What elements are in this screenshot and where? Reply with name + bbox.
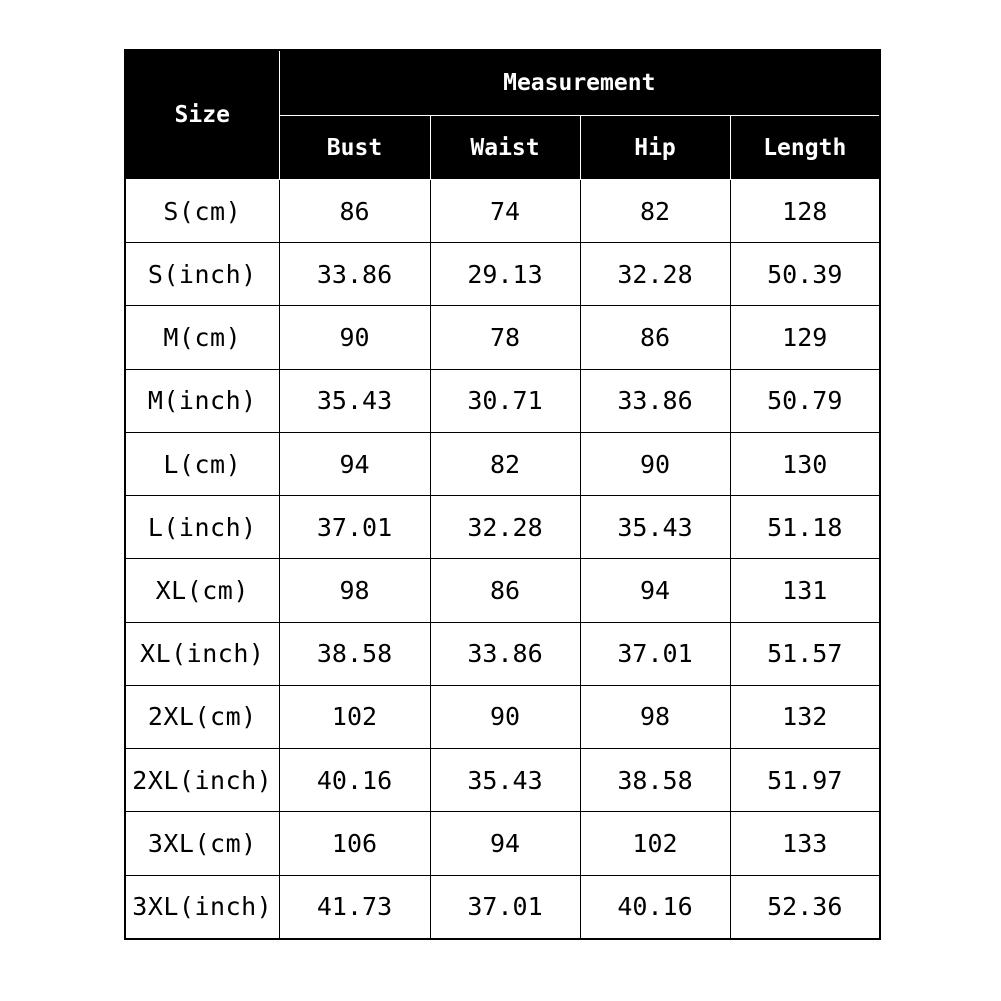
hip-cell: 33.86 — [580, 369, 730, 432]
length-cell: 51.97 — [730, 749, 880, 812]
size-label-cell: XL(cm) — [125, 559, 279, 622]
size-label-cell: S(cm) — [125, 180, 279, 243]
bust-cell: 37.01 — [279, 496, 430, 559]
length-cell: 132 — [730, 685, 880, 748]
waist-cell: 90 — [430, 685, 580, 748]
table-row — [125, 685, 880, 748]
size-chart-body — [125, 180, 880, 940]
table-row — [125, 306, 880, 369]
waist-cell: 33.86 — [430, 622, 580, 685]
table-row — [125, 432, 880, 495]
bust-cell: 41.73 — [279, 875, 430, 939]
bust-cell: 38.58 — [279, 622, 430, 685]
length-cell: 50.79 — [730, 369, 880, 432]
length-column-header: Length — [730, 116, 880, 180]
waist-cell: 29.13 — [430, 243, 580, 306]
size-chart-table — [124, 49, 881, 940]
hip-cell: 40.16 — [580, 875, 730, 939]
size-label-cell: 2XL(inch) — [125, 749, 279, 812]
table-row — [125, 749, 880, 812]
bust-cell: 40.16 — [279, 749, 430, 812]
size-label-cell: 3XL(inch) — [125, 875, 279, 939]
length-cell: 52.36 — [730, 875, 880, 939]
bust-cell: 33.86 — [279, 243, 430, 306]
bust-cell: 106 — [279, 812, 430, 875]
table-row — [125, 369, 880, 432]
waist-cell: 37.01 — [430, 875, 580, 939]
waist-cell: 78 — [430, 306, 580, 369]
hip-cell: 35.43 — [580, 496, 730, 559]
hip-cell: 82 — [580, 180, 730, 243]
bust-cell: 98 — [279, 559, 430, 622]
hip-column-header: Hip — [580, 116, 730, 180]
table-row — [125, 559, 880, 622]
size-label-cell: L(cm) — [125, 432, 279, 495]
bust-cell: 94 — [279, 432, 430, 495]
length-cell: 129 — [730, 306, 880, 369]
measurement-group-header: Measurement — [279, 50, 880, 116]
waist-cell: 74 — [430, 180, 580, 243]
waist-column-header: Waist — [430, 116, 580, 180]
size-label-cell: L(inch) — [125, 496, 279, 559]
header-row-top — [125, 50, 880, 116]
length-cell: 133 — [730, 812, 880, 875]
bust-column-header: Bust — [279, 116, 430, 180]
waist-cell: 86 — [430, 559, 580, 622]
waist-cell: 30.71 — [430, 369, 580, 432]
waist-cell: 35.43 — [430, 749, 580, 812]
length-cell: 50.39 — [730, 243, 880, 306]
bust-cell: 90 — [279, 306, 430, 369]
hip-cell: 94 — [580, 559, 730, 622]
size-chart-header — [125, 50, 880, 180]
hip-cell: 98 — [580, 685, 730, 748]
size-label-cell: XL(inch) — [125, 622, 279, 685]
hip-cell: 86 — [580, 306, 730, 369]
hip-cell: 37.01 — [580, 622, 730, 685]
length-cell: 51.18 — [730, 496, 880, 559]
hip-cell: 32.28 — [580, 243, 730, 306]
bust-cell: 102 — [279, 685, 430, 748]
hip-cell: 102 — [580, 812, 730, 875]
waist-cell: 94 — [430, 812, 580, 875]
table-row — [125, 875, 880, 939]
table-row — [125, 243, 880, 306]
length-cell: 131 — [730, 559, 880, 622]
length-cell: 130 — [730, 432, 880, 495]
waist-cell: 82 — [430, 432, 580, 495]
table-row — [125, 812, 880, 875]
size-label-cell: M(inch) — [125, 369, 279, 432]
table-row — [125, 180, 880, 243]
bust-cell: 86 — [279, 180, 430, 243]
table-row — [125, 622, 880, 685]
table-row — [125, 496, 880, 559]
size-column-header: Size — [125, 50, 279, 180]
size-label-cell: 2XL(cm) — [125, 685, 279, 748]
size-label-cell: 3XL(cm) — [125, 812, 279, 875]
length-cell: 51.57 — [730, 622, 880, 685]
size-label-cell: S(inch) — [125, 243, 279, 306]
length-cell: 128 — [730, 180, 880, 243]
hip-cell: 38.58 — [580, 749, 730, 812]
size-label-cell: M(cm) — [125, 306, 279, 369]
hip-cell: 90 — [580, 432, 730, 495]
bust-cell: 35.43 — [279, 369, 430, 432]
waist-cell: 32.28 — [430, 496, 580, 559]
